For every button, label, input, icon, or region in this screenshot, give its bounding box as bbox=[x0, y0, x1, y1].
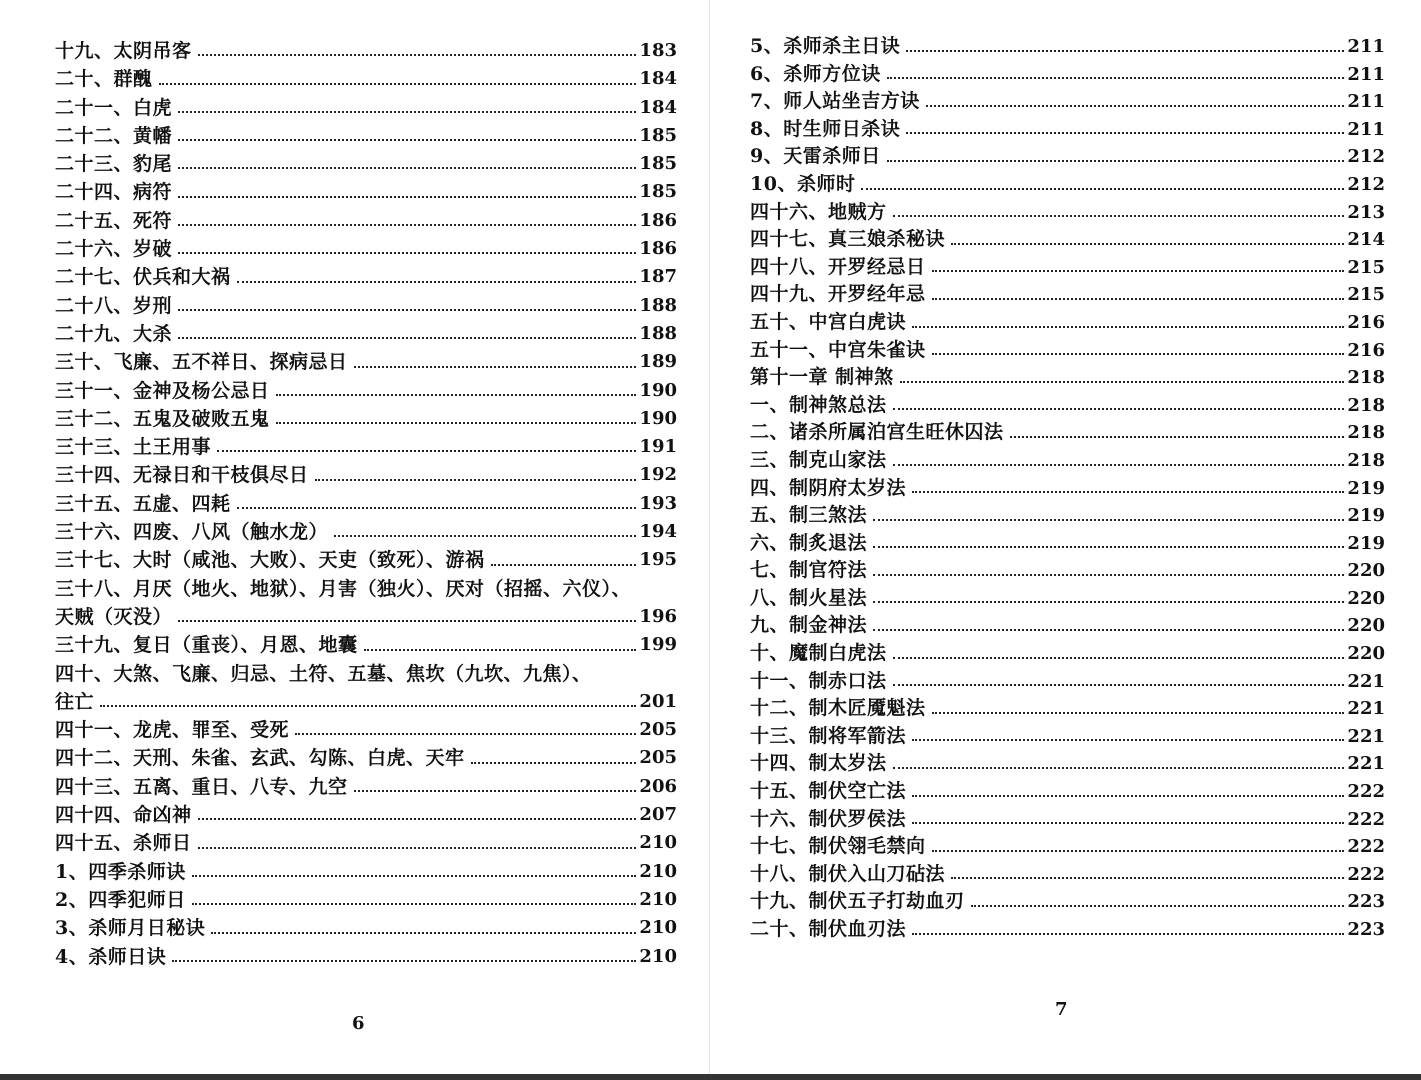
toc-entry-page: 188 bbox=[639, 322, 677, 344]
toc-entry[interactable] bbox=[55, 518, 677, 546]
toc-entry[interactable] bbox=[750, 833, 1385, 861]
toc-entry[interactable] bbox=[55, 65, 677, 93]
toc-entry-title: 五十一、中宫朱雀诀 bbox=[750, 338, 926, 361]
toc-entry-page: 210 bbox=[639, 888, 677, 910]
dot-leader bbox=[237, 507, 637, 509]
toc-entry-title: 二十四、病符 bbox=[55, 181, 173, 204]
toc-entry[interactable] bbox=[55, 631, 677, 659]
toc-entry-title: 十五、制伏空亡法 bbox=[750, 780, 907, 803]
toc-entry-title: 二十、群醜 bbox=[55, 68, 153, 91]
toc-entry-page: 184 bbox=[639, 96, 677, 118]
toc-entry-page: 185 bbox=[639, 124, 677, 146]
dot-leader bbox=[873, 601, 1344, 603]
dot-leader bbox=[861, 188, 1344, 190]
toc-entry[interactable] bbox=[55, 405, 677, 433]
toc-entry-page: 211 bbox=[1347, 91, 1385, 113]
toc-entry[interactable] bbox=[55, 744, 677, 772]
toc-entry-page: 218 bbox=[1347, 422, 1385, 444]
toc-entry-page: 201 bbox=[639, 690, 677, 712]
toc-entry-title: 三十三、土王用事 bbox=[55, 436, 212, 459]
toc-entry[interactable] bbox=[55, 546, 677, 574]
toc-entry-title: 八、制火星法 bbox=[750, 586, 868, 609]
right-toc-list bbox=[750, 33, 1385, 944]
toc-entry[interactable] bbox=[55, 461, 677, 489]
toc-entry-title: 2、四季犯师日 bbox=[55, 888, 186, 911]
toc-entry-title: 四、制阴府太岁法 bbox=[750, 476, 907, 499]
toc-entry-title: 二十、制伏血刃法 bbox=[750, 918, 907, 940]
dot-leader bbox=[893, 657, 1345, 659]
dot-leader bbox=[951, 243, 1344, 245]
toc-entry[interactable] bbox=[750, 612, 1385, 640]
dot-leader bbox=[178, 337, 636, 339]
dot-leader bbox=[912, 795, 1344, 797]
toc-entry[interactable] bbox=[55, 688, 677, 716]
toc-entry-title: 二十七、伏兵和大祸 bbox=[55, 266, 231, 289]
toc-entry-page: 221 bbox=[1347, 725, 1385, 747]
dot-leader bbox=[491, 564, 637, 566]
toc-entry-title: 三十一、金神及杨公忌日 bbox=[55, 379, 270, 402]
toc-entry-title: 二十三、豹尾 bbox=[55, 153, 173, 176]
toc-entry-page: 206 bbox=[639, 775, 677, 797]
toc-entry-title: 二十一、白虎 bbox=[55, 96, 173, 119]
toc-entry[interactable] bbox=[750, 723, 1385, 751]
toc-entry[interactable] bbox=[55, 178, 677, 206]
dot-leader bbox=[471, 762, 637, 764]
dot-leader bbox=[178, 167, 636, 169]
toc-entry-page: 207 bbox=[639, 804, 677, 826]
dot-leader bbox=[178, 111, 636, 113]
dot-leader bbox=[873, 519, 1344, 521]
toc-entry-title: 9、天雷杀师日 bbox=[750, 145, 881, 168]
toc-entry-page: 213 bbox=[1347, 201, 1385, 223]
dot-leader bbox=[912, 739, 1344, 741]
toc-entry[interactable] bbox=[55, 490, 677, 518]
toc-entry-page: 221 bbox=[1347, 753, 1385, 775]
toc-entry-title: 五、制三煞法 bbox=[750, 504, 868, 527]
toc-entry-title: 三十、飞廉、五不祥日、探病忌日 bbox=[55, 351, 348, 374]
dot-leader bbox=[971, 905, 1345, 907]
toc-entry[interactable] bbox=[750, 585, 1385, 613]
toc-entry-title: 天贼（灭没） bbox=[55, 605, 173, 628]
toc-entry-page: 211 bbox=[1347, 118, 1385, 140]
toc-entry-page: 211 bbox=[1347, 63, 1385, 85]
dot-leader bbox=[198, 818, 637, 820]
toc-entry[interactable] bbox=[55, 263, 677, 291]
toc-entry[interactable] bbox=[55, 603, 677, 631]
dot-leader bbox=[873, 629, 1344, 631]
toc-entry[interactable] bbox=[750, 33, 1385, 61]
toc-entry[interactable] bbox=[55, 292, 677, 320]
toc-entry[interactable] bbox=[55, 829, 677, 857]
toc-entry[interactable] bbox=[750, 530, 1385, 558]
toc-entry[interactable] bbox=[750, 916, 1385, 944]
toc-entry[interactable] bbox=[55, 320, 677, 348]
toc-entry[interactable] bbox=[55, 122, 677, 150]
toc-entry[interactable] bbox=[55, 801, 677, 829]
toc-entry-title: 九、制金神法 bbox=[750, 614, 868, 637]
toc-entry-page: 185 bbox=[639, 181, 677, 203]
toc-entry-title: 四十四、命凶神 bbox=[55, 804, 192, 827]
toc-entry-title: 四十九、开罗经年忌 bbox=[750, 283, 926, 306]
toc-entry-title: 十二、制木匠魇魁法 bbox=[750, 697, 926, 720]
toc-entry[interactable] bbox=[55, 914, 677, 942]
toc-entry-page: 219 bbox=[1347, 532, 1385, 554]
toc-entry[interactable] bbox=[750, 750, 1385, 778]
toc-entry-page: 210 bbox=[639, 860, 677, 882]
toc-entry[interactable] bbox=[750, 392, 1385, 420]
toc-entry-page: 193 bbox=[639, 492, 677, 514]
toc-entry-title: 7、师人站坐吉方诀 bbox=[750, 90, 920, 113]
toc-entry-title: 四十五、杀师日 bbox=[55, 832, 192, 855]
toc-entry-page: 222 bbox=[1347, 836, 1385, 858]
dot-leader bbox=[873, 574, 1344, 576]
dot-leader bbox=[912, 933, 1344, 935]
toc-entry-page: 190 bbox=[639, 379, 677, 401]
toc-entry-page: 222 bbox=[1347, 781, 1385, 803]
toc-entry[interactable] bbox=[55, 773, 677, 801]
toc-entry-page: 192 bbox=[639, 464, 677, 486]
toc-entry-page: 215 bbox=[1347, 284, 1385, 306]
toc-entry-page: 218 bbox=[1347, 367, 1385, 389]
dot-leader bbox=[893, 464, 1345, 466]
toc-entry-title: 四十、大煞、飞廉、归忌、土符、五墓、焦坎（九坎、九焦）、 bbox=[55, 662, 592, 685]
toc-entry-page: 189 bbox=[639, 351, 677, 373]
toc-entry[interactable] bbox=[750, 143, 1385, 171]
toc-entry-page: 210 bbox=[639, 917, 677, 939]
toc-entry-title: 一、制神煞总法 bbox=[750, 393, 887, 416]
toc-entry[interactable] bbox=[750, 502, 1385, 530]
dot-leader bbox=[900, 381, 1345, 383]
toc-entry-title: 三十八、月厌（地火、地狱）、月害（独火）、厌对（招摇、六仪）、 bbox=[55, 577, 632, 600]
dot-leader bbox=[178, 139, 636, 141]
toc-entry-page: 215 bbox=[1347, 256, 1385, 278]
dot-leader bbox=[178, 196, 636, 198]
toc-entry[interactable] bbox=[750, 199, 1385, 227]
toc-entry[interactable] bbox=[750, 475, 1385, 503]
toc-entry-page: 220 bbox=[1347, 615, 1385, 637]
toc-entry-title: 十四、制太岁法 bbox=[750, 752, 887, 775]
toc-entry-title: 二、诸杀所属泊宫生旺休囚法 bbox=[750, 421, 1004, 444]
toc-entry-page: 190 bbox=[639, 407, 677, 429]
toc-entry-title: 四十七、真三娘杀秘诀 bbox=[750, 228, 946, 251]
toc-entry-page: 222 bbox=[1347, 863, 1385, 885]
dot-leader bbox=[198, 54, 637, 56]
dot-leader bbox=[276, 422, 637, 424]
toc-entry-page: 187 bbox=[639, 266, 677, 288]
toc-entry-page: 211 bbox=[1347, 36, 1385, 57]
toc-entry-title: 第十一章 制神煞 bbox=[750, 366, 894, 389]
toc-entry-title: 10、杀师时 bbox=[750, 172, 856, 195]
toc-entry-page: 219 bbox=[1347, 505, 1385, 527]
toc-entry-page: 219 bbox=[1347, 477, 1385, 499]
dot-leader bbox=[354, 790, 637, 792]
toc-entry-page: 220 bbox=[1347, 560, 1385, 582]
toc-entry[interactable] bbox=[750, 778, 1385, 806]
toc-entry-page: 222 bbox=[1347, 808, 1385, 830]
toc-entry[interactable] bbox=[750, 557, 1385, 585]
toc-entry[interactable] bbox=[55, 235, 677, 263]
dot-leader bbox=[178, 309, 636, 311]
toc-entry-title: 三十九、复日（重丧）、月恩、地囊 bbox=[55, 634, 358, 657]
dot-leader bbox=[192, 903, 637, 905]
toc-entry-page: 196 bbox=[639, 605, 677, 627]
dot-leader bbox=[873, 546, 1344, 548]
toc-entry-page: 212 bbox=[1347, 173, 1385, 195]
toc-entry[interactable] bbox=[55, 433, 677, 461]
toc-entry[interactable] bbox=[55, 37, 677, 65]
toc-entry-title: 十九、制伏五子打劫血刃 bbox=[750, 890, 965, 913]
toc-entry-title: 三十六、四废、八风（触水龙） bbox=[55, 521, 329, 544]
toc-entry[interactable] bbox=[55, 886, 677, 914]
dot-leader bbox=[893, 684, 1345, 686]
dot-leader bbox=[893, 767, 1345, 769]
toc-entry-page: 220 bbox=[1347, 587, 1385, 609]
toc-entry-title: 二十九、大杀 bbox=[55, 322, 173, 345]
dot-leader bbox=[334, 535, 636, 537]
toc-entry-page: 183 bbox=[639, 40, 677, 61]
toc-entry[interactable] bbox=[750, 281, 1385, 309]
dot-leader bbox=[159, 83, 637, 85]
toc-entry[interactable] bbox=[750, 171, 1385, 199]
toc-entry-title: 3、杀师月日秘诀 bbox=[55, 917, 206, 940]
toc-entry-page: 214 bbox=[1347, 229, 1385, 251]
toc-entry-title: 三十二、五鬼及破败五鬼 bbox=[55, 407, 270, 430]
toc-entry[interactable] bbox=[750, 309, 1385, 337]
dot-leader bbox=[1010, 436, 1345, 438]
dot-leader bbox=[906, 50, 1344, 52]
toc-entry-title: 七、制官符法 bbox=[750, 559, 868, 582]
toc-entry-title: 6、杀师方位诀 bbox=[750, 62, 881, 85]
toc-entry-title: 六、制炙退法 bbox=[750, 531, 868, 554]
scan-bottom-edge bbox=[0, 1074, 1421, 1080]
dot-leader bbox=[893, 408, 1345, 410]
toc-entry-title: 十八、制伏入山刀砧法 bbox=[750, 862, 946, 885]
toc-entry[interactable] bbox=[55, 858, 677, 886]
toc-entry-title: 十三、制将军箭法 bbox=[750, 724, 907, 747]
right-page bbox=[710, 0, 1421, 1080]
toc-entry[interactable] bbox=[750, 226, 1385, 254]
toc-entry-title: 二十八、岁刑 bbox=[55, 294, 173, 317]
dot-leader bbox=[178, 224, 636, 226]
dot-leader bbox=[211, 932, 636, 934]
dot-leader bbox=[951, 877, 1344, 879]
toc-entry-page: 223 bbox=[1347, 891, 1385, 913]
dot-leader bbox=[237, 281, 637, 283]
toc-entry-page: 218 bbox=[1347, 449, 1385, 471]
toc-entry-page: 212 bbox=[1347, 146, 1385, 168]
toc-entry[interactable] bbox=[55, 943, 677, 971]
dot-leader bbox=[315, 479, 637, 481]
toc-entry[interactable] bbox=[750, 61, 1385, 89]
dot-leader bbox=[893, 215, 1345, 217]
toc-entry-page: 186 bbox=[639, 238, 677, 260]
toc-entry-page: 194 bbox=[639, 521, 677, 543]
toc-entry-page: 216 bbox=[1347, 311, 1385, 333]
toc-entry-page: 205 bbox=[639, 719, 677, 741]
toc-entry-title: 往亡 bbox=[55, 690, 95, 713]
dot-leader bbox=[906, 132, 1344, 134]
toc-entry-title: 四十一、龙虎、罪至、受死 bbox=[55, 719, 290, 742]
dot-leader bbox=[172, 960, 636, 962]
toc-entry[interactable] bbox=[55, 716, 677, 744]
dot-leader bbox=[932, 298, 1345, 300]
toc-entry[interactable] bbox=[55, 94, 677, 122]
toc-entry-title: 三十七、大时（咸池、大败）、天吏（致死）、游祸 bbox=[55, 549, 485, 572]
toc-entry-page: 221 bbox=[1347, 670, 1385, 692]
dot-leader bbox=[364, 649, 637, 651]
toc-entry[interactable] bbox=[750, 806, 1385, 834]
toc-entry-page: 191 bbox=[639, 436, 677, 458]
dot-leader bbox=[198, 847, 637, 849]
toc-entry-page: 205 bbox=[639, 747, 677, 769]
dot-leader bbox=[100, 705, 636, 707]
toc-entry-title: 十一、制赤口法 bbox=[750, 669, 887, 692]
dot-leader bbox=[912, 822, 1344, 824]
toc-entry[interactable] bbox=[750, 88, 1385, 116]
toc-entry-title: 5、杀师杀主日诀 bbox=[750, 35, 901, 57]
toc-entry-title: 4、杀师日诀 bbox=[55, 945, 167, 968]
toc-entry-title: 十七、制伏翎毛禁向 bbox=[750, 835, 926, 858]
toc-entry-title: 四十三、五离、重日、八专、九空 bbox=[55, 775, 348, 798]
toc-entry-title: 二十六、岁破 bbox=[55, 238, 173, 261]
dot-leader bbox=[178, 620, 636, 622]
toc-entry[interactable] bbox=[55, 575, 677, 603]
toc-entry[interactable] bbox=[750, 695, 1385, 723]
dot-leader bbox=[926, 105, 1345, 107]
dot-leader bbox=[887, 77, 1345, 79]
toc-entry[interactable] bbox=[750, 364, 1385, 392]
toc-entry[interactable] bbox=[750, 888, 1385, 916]
toc-entry[interactable] bbox=[750, 668, 1385, 696]
toc-entry-page: 199 bbox=[639, 634, 677, 656]
right-page-number: 7 bbox=[1055, 999, 1068, 1020]
toc-entry[interactable] bbox=[55, 150, 677, 178]
toc-entry[interactable] bbox=[750, 861, 1385, 889]
dot-leader bbox=[178, 252, 636, 254]
dot-leader bbox=[276, 394, 637, 396]
toc-entry-title: 三十五、五虚、四耗 bbox=[55, 492, 231, 515]
toc-entry-page: 195 bbox=[639, 549, 677, 571]
left-toc-list bbox=[55, 37, 677, 971]
toc-entry-title: 五十、中宫白虎诀 bbox=[750, 310, 907, 333]
dot-leader bbox=[932, 850, 1345, 852]
toc-entry-title: 四十六、地贼方 bbox=[750, 200, 887, 223]
dot-leader bbox=[912, 326, 1344, 328]
toc-entry[interactable] bbox=[750, 419, 1385, 447]
toc-entry[interactable] bbox=[55, 377, 677, 405]
dot-leader bbox=[932, 270, 1345, 272]
dot-leader bbox=[217, 450, 636, 452]
toc-entry-page: 221 bbox=[1347, 698, 1385, 720]
toc-entry-title: 1、四季杀师诀 bbox=[55, 860, 186, 883]
toc-entry[interactable] bbox=[750, 254, 1385, 282]
toc-entry[interactable] bbox=[750, 640, 1385, 668]
toc-entry[interactable] bbox=[55, 660, 677, 688]
left-page bbox=[0, 0, 710, 1080]
toc-entry-title: 四十八、开罗经忌日 bbox=[750, 255, 926, 278]
toc-entry-page: 210 bbox=[639, 945, 677, 967]
dot-leader bbox=[887, 160, 1345, 162]
toc-entry[interactable] bbox=[750, 447, 1385, 475]
dot-leader bbox=[932, 353, 1345, 355]
dot-leader bbox=[932, 712, 1345, 714]
toc-entry-title: 四十二、天刑、朱雀、玄武、勾陈、白虎、天牢 bbox=[55, 747, 465, 770]
toc-entry-page: 223 bbox=[1347, 919, 1385, 940]
toc-entry-title: 8、时生师日杀诀 bbox=[750, 117, 901, 140]
toc-entry-title: 三十四、无禄日和干枝俱尽日 bbox=[55, 464, 309, 487]
dot-leader bbox=[912, 491, 1344, 493]
toc-entry-title: 三、制克山家法 bbox=[750, 448, 887, 471]
toc-entry[interactable] bbox=[750, 337, 1385, 365]
toc-entry-page: 184 bbox=[639, 68, 677, 90]
dot-leader bbox=[354, 366, 637, 368]
toc-entry[interactable] bbox=[750, 116, 1385, 144]
toc-entry-title: 十六、制伏罗侯法 bbox=[750, 807, 907, 830]
toc-entry-page: 220 bbox=[1347, 643, 1385, 665]
toc-entry[interactable] bbox=[55, 348, 677, 376]
toc-entry-page: 188 bbox=[639, 294, 677, 316]
toc-entry-title: 二十二、黄幡 bbox=[55, 124, 173, 147]
toc-entry-title: 二十五、死符 bbox=[55, 209, 173, 232]
toc-entry-title: 十九、太阴吊客 bbox=[55, 40, 192, 62]
dot-leader bbox=[295, 733, 636, 735]
toc-entry-page: 185 bbox=[639, 153, 677, 175]
toc-entry-page: 216 bbox=[1347, 339, 1385, 361]
toc-entry-page: 210 bbox=[639, 832, 677, 854]
toc-entry-page: 218 bbox=[1347, 394, 1385, 416]
toc-entry-title: 十、魔制白虎法 bbox=[750, 642, 887, 665]
toc-entry[interactable] bbox=[55, 207, 677, 235]
left-page-number: 6 bbox=[352, 1013, 365, 1034]
toc-entry-page: 186 bbox=[639, 209, 677, 231]
dot-leader bbox=[192, 875, 637, 877]
